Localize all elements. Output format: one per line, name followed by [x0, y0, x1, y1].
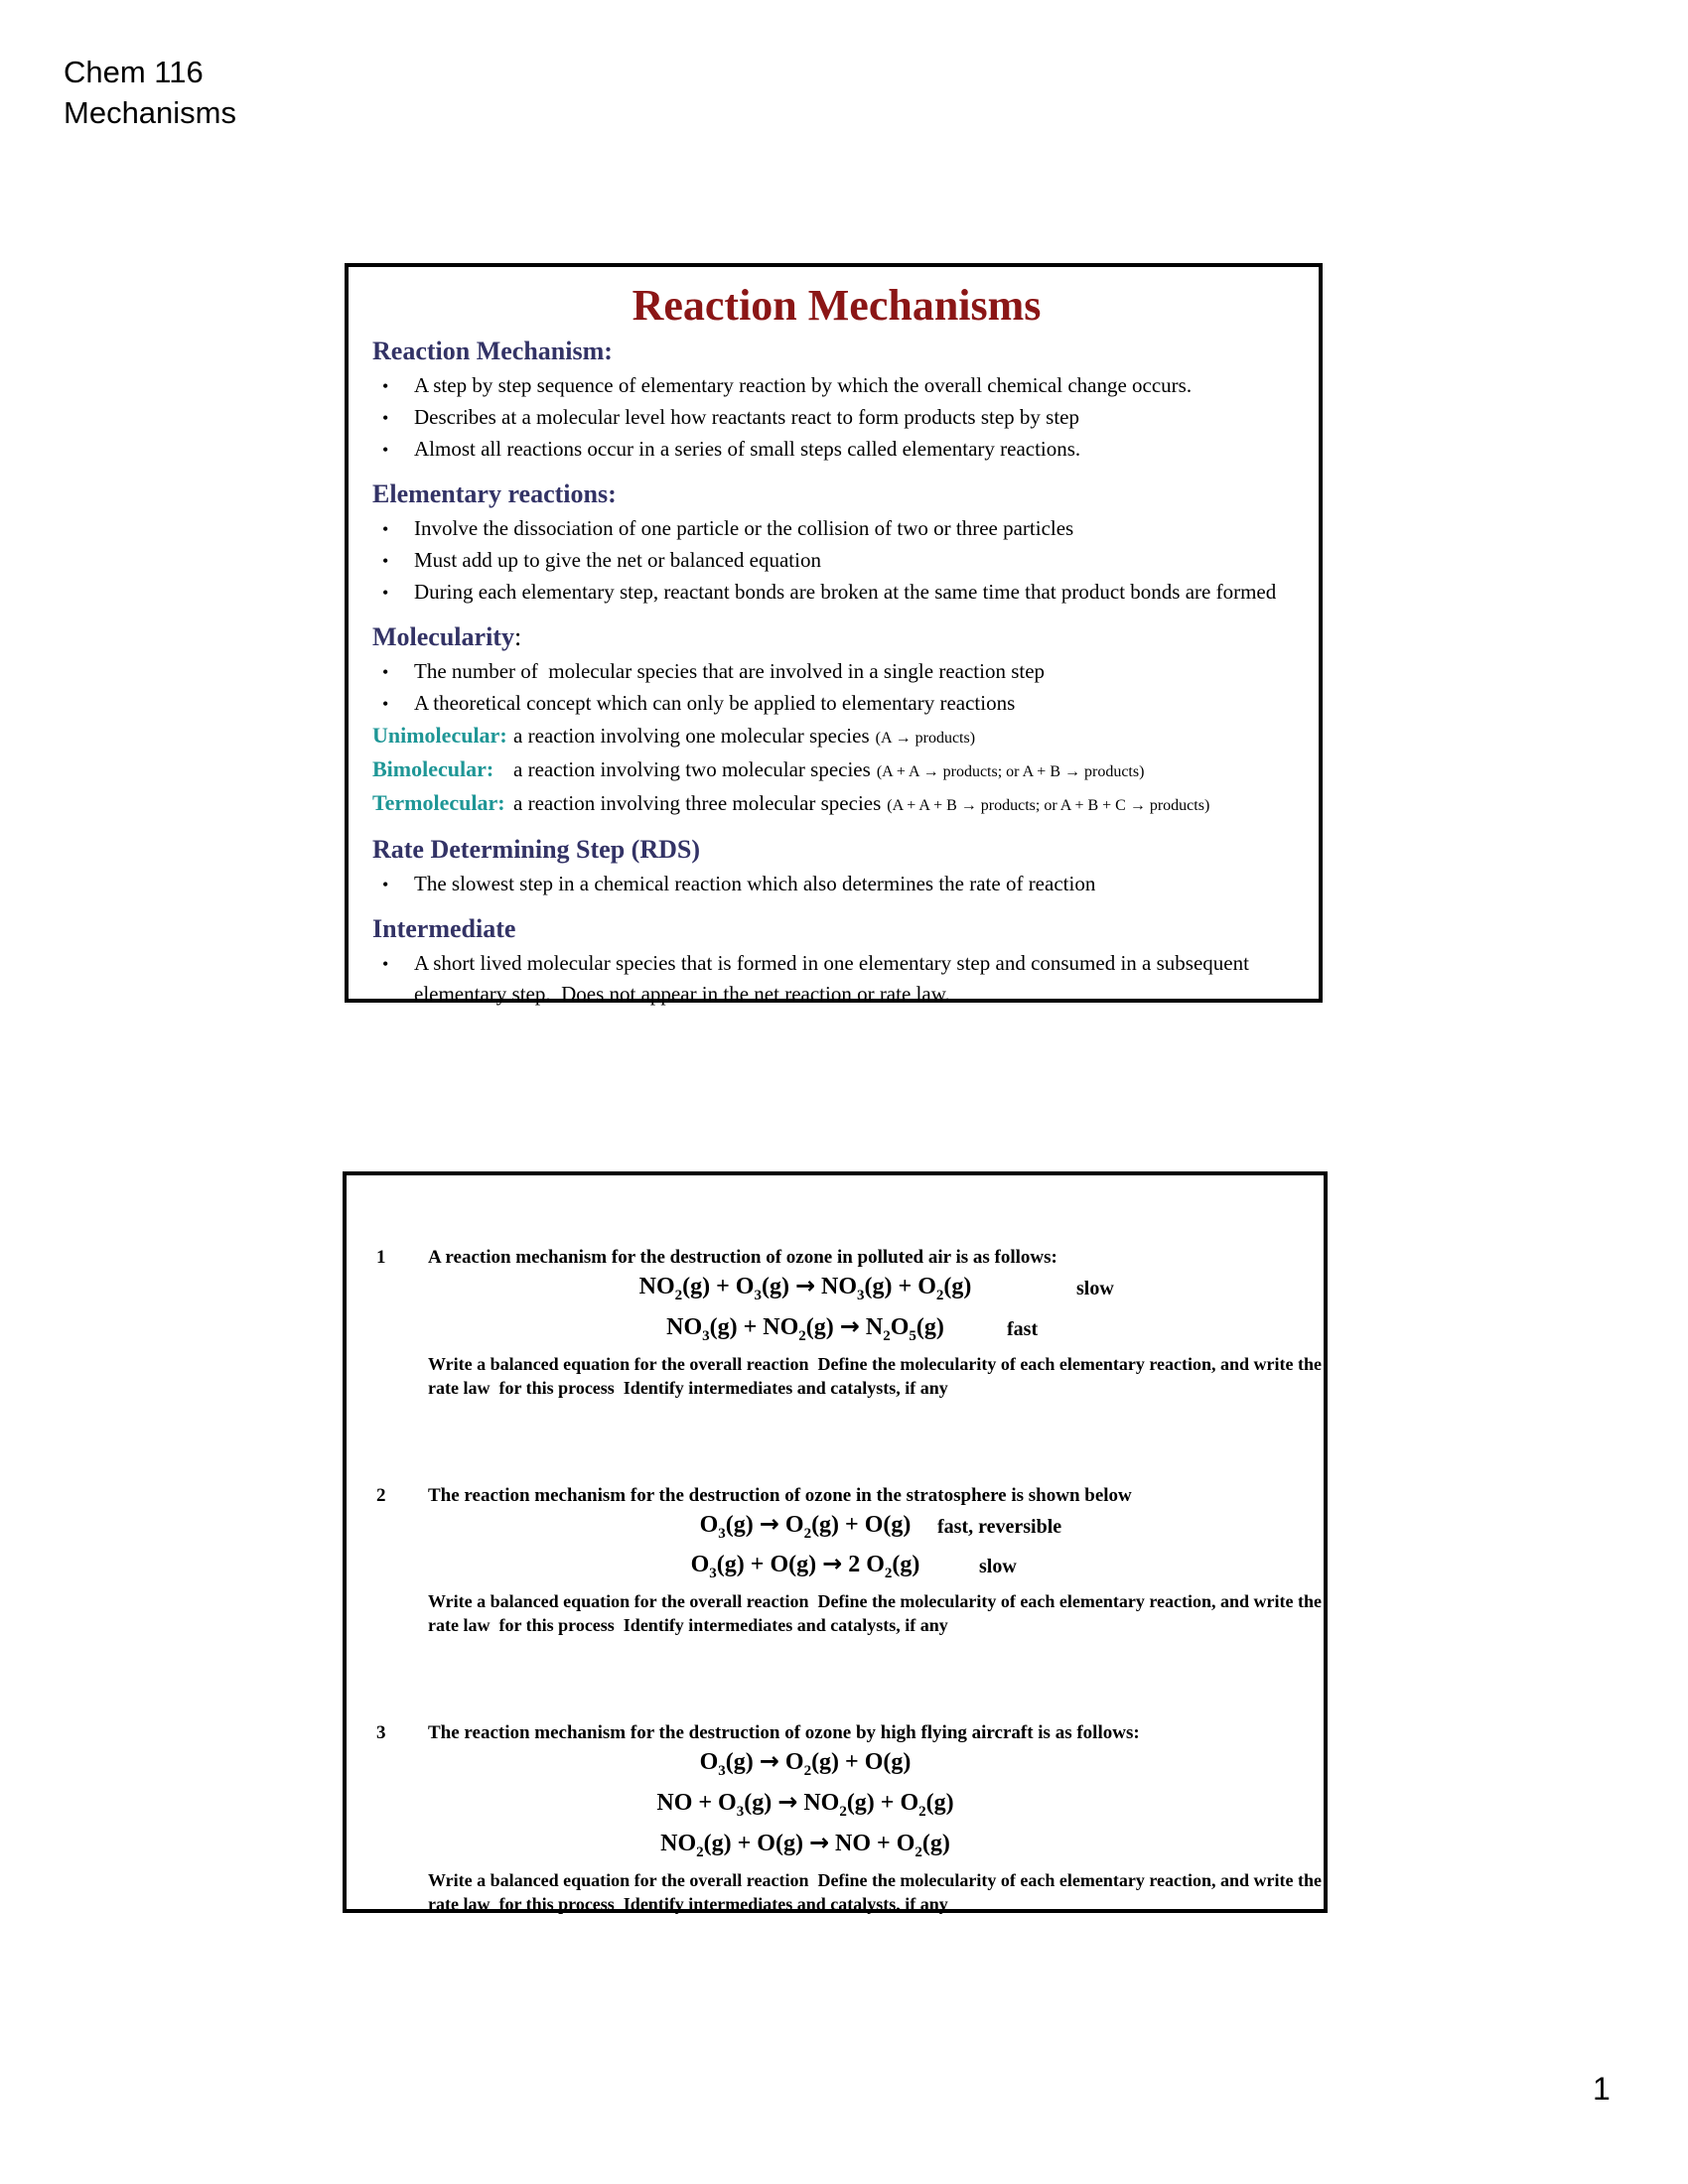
bullet-icon: [382, 545, 414, 577]
term-row-unimolecular: [372, 720, 1301, 753]
slide-title: Reaction Mechanisms: [632, 281, 1042, 330]
course-title: Chem 116: [64, 55, 204, 89]
bullet-item: [372, 577, 1301, 609]
chemical-equation: $NO_2(g) + O(g)$ → NO + $O_2(g)$: [660, 1828, 950, 1860]
problem-3: [376, 1720, 1327, 1915]
bullet-text: The number of molecular species that are involved in a single reaction step: [414, 659, 1046, 683]
molecularity-heading-text: Molecularity: [372, 622, 514, 651]
problem-number: 1: [376, 1247, 386, 1268]
equation-rate-label: slow: [979, 1556, 1017, 1578]
chemical-equation: $O_3(g) \to O_2(g) + O(g)$: [699, 1509, 912, 1542]
bullet-icon: [382, 688, 414, 720]
term-label: Termolecular:: [372, 790, 505, 815]
term-definition: a reaction involving three molecular species: [513, 791, 882, 815]
term-label: Unimolecular:: [372, 723, 507, 748]
problem-statement: The reaction mechanism for the destruction of ozone by high flying aircraft is as follows:: [428, 1722, 1140, 1744]
bullet-icon: [382, 513, 414, 545]
section-heading-rds: Rate Determining Step (RDS): [372, 835, 701, 864]
equation-rate-label: fast, reversible: [937, 1515, 1062, 1538]
problem-statement: A reaction mechanism for the destruction of ozone in polluted air is as follows:: [428, 1247, 1057, 1268]
problem-1: [376, 1245, 1327, 1400]
bullet-item: [372, 948, 1301, 1010]
bullet-icon: [382, 402, 414, 434]
chemical-equation: NO + $O_3(g) \to NO_2(g) + O_2(g)$: [656, 1787, 954, 1820]
bullet-item: [372, 656, 1301, 688]
equation-rate-label: fast: [1007, 1317, 1039, 1340]
bullet-text: A step by step sequence of elementary reaction by which the overall chemical change occurs.: [414, 373, 1193, 397]
problem-2: [376, 1483, 1327, 1638]
bullet-item: [372, 869, 1301, 900]
term-note: (A + A + B → products; or A + B + C → products): [887, 797, 1210, 814]
term-definition: a reaction involving two molecular species: [513, 757, 871, 781]
problem-statement: The reaction mechanism for the destruction of ozone in the stratosphere is shown below: [428, 1484, 1132, 1506]
molecularity-heading-colon: :: [513, 622, 522, 651]
term-label: Bimolecular:: [372, 756, 494, 781]
bullet-text: The slowest step in a chemical reaction which also determines the rate of reaction: [414, 872, 1096, 895]
term-row-termolecular: [372, 787, 1301, 821]
bullet-item: [372, 434, 1301, 466]
bullet-item: [372, 688, 1301, 720]
slide-reaction-mechanisms: [345, 263, 1323, 1006]
bullet-icon: [382, 869, 414, 900]
equation-row: [376, 1828, 1304, 1868]
chemical-equation: $O_3(g) + O(g) \to 2$ $O_2(g)$: [690, 1550, 920, 1582]
equation-rate-label: slow: [1076, 1278, 1114, 1299]
problem-instructions: Write a balanced equation for the overall reaction Define the molecularity of each elementary reaction, and write the rate law for this process Identify intermediates and catalysts, if any: [428, 1591, 1327, 1636]
problem-header: [376, 1483, 1304, 1509]
slide-mechanism-problems: [343, 1171, 1328, 1913]
equation-row: [376, 1509, 1304, 1550]
chemical-equation: $O_3(g) \to O_2(g) + O(g)$: [699, 1747, 912, 1779]
section-heading-elementary-reactions: Elementary reactions:: [372, 479, 617, 508]
bullet-item: [372, 370, 1301, 402]
problem-header: [376, 1720, 1304, 1746]
bullet-icon: [382, 370, 414, 402]
chemical-equation: $NO_2(g) + O_3(g) \to NO_3(g) + O_2(g)$: [638, 1272, 972, 1303]
term-row-bimolecular: [372, 753, 1301, 787]
page-number: 1: [1593, 2071, 1611, 2107]
bullet-text: Must add up to give the net or balanced equation: [414, 548, 821, 572]
problem-number: 2: [376, 1484, 386, 1506]
bullet-text: Describes at a molecular level how reactants react to form products step by step: [414, 405, 1080, 429]
bullet-item: [372, 402, 1301, 434]
section-heading-molecularity: [372, 622, 1301, 652]
equation-row: [376, 1787, 1304, 1828]
section-heading-intermediate: Intermediate: [372, 914, 516, 943]
term-note: (A + A → products; or A + B → products): [876, 763, 1145, 780]
chemical-equation: $NO_3(g) + NO_2(g) \to N_2O_5(g)$: [666, 1311, 944, 1344]
bullet-text: Involve the dissociation of one particle or the collision of two or three particles: [414, 516, 1074, 540]
equation-row: [376, 1746, 1304, 1787]
problem-instructions: Write a balanced equation for the overall reaction Define the molecularity of each elementary reaction, and write the rate law for this process Identify intermediates and catalysts, if any: [428, 1869, 1327, 1914]
equation-row: [376, 1549, 1304, 1589]
bullet-text: During each elementary step, reactant bonds are broken at the same time that product bonds are formed: [414, 580, 1277, 604]
bullet-icon: [382, 948, 414, 1010]
bullet-item: [372, 545, 1301, 577]
problem-number: 3: [376, 1722, 386, 1744]
bullet-text: A short lived molecular species that is formed in one elementary step and consumed in a subsequent elementary step. Does not appear in the net reaction or rate law.: [414, 951, 1255, 1006]
problem-header: [376, 1245, 1304, 1271]
bullet-text: A theoretical concept which can only be applied to elementary reactions: [414, 691, 1016, 715]
bullet-item: [372, 513, 1301, 545]
equation-row: [376, 1271, 1304, 1311]
problem-instructions: Write a balanced equation for the overall reaction Define the molecularity of each elementary reaction, and write the rate law for this process Identify intermediates and catalysts, if any: [428, 1353, 1327, 1398]
term-definition: a reaction involving one molecular species: [513, 724, 870, 748]
bullet-icon: [382, 434, 414, 466]
course-subtitle: Mechanisms: [64, 95, 236, 130]
section-heading-reaction-mechanism: Reaction Mechanism:: [372, 337, 613, 365]
equation-row: [376, 1311, 1304, 1352]
bullet-icon: [382, 577, 414, 609]
course-header: [64, 52, 236, 133]
term-note: (A → products): [875, 730, 976, 747]
bullet-text: Almost all reactions occur in a series of small steps called elementary reactions.: [414, 437, 1081, 461]
bullet-icon: [382, 656, 414, 688]
